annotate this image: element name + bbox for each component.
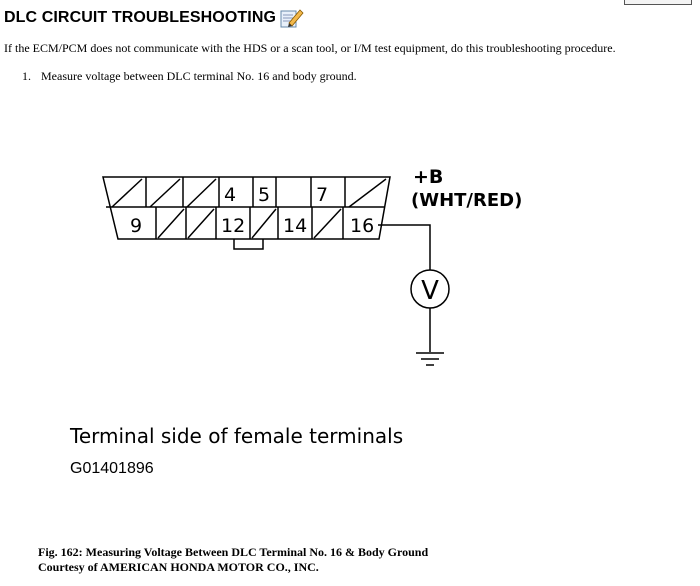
terminal-label-16: 16 (350, 215, 375, 237)
step-text: Measure voltage between DLC terminal No. 16 and body ground. (41, 69, 357, 83)
intro-paragraph: If the ECM/PCM does not communicate with the HDS or a scan tool, or I/M test equipment, do this troubleshooting procedure. (4, 41, 616, 55)
terminal-label-4: 4 (224, 184, 237, 206)
test-lead-wire (378, 225, 430, 270)
step-number: 1. (22, 69, 31, 83)
figure-caption-courtesy: Courtesy of AMERICAN HONDA MOTOR CO., INC. (38, 560, 319, 574)
dlc-circuit-diagram (0, 150, 700, 390)
ground-symbol-icon (416, 353, 444, 365)
figure-caption (38, 545, 428, 575)
terminal-label-5: 5 (258, 184, 271, 206)
connector-locking-tab (234, 239, 263, 249)
page-title: DLC CIRCUIT TROUBLESHOOTING (4, 9, 277, 26)
supply-label: +B (413, 166, 444, 188)
window-control-fragment (624, 0, 692, 5)
terminal-label-7: 7 (316, 184, 329, 206)
figure-caption-title: Fig. 162: Measuring Voltage Between DLC Terminal No. 16 & Body Ground (38, 545, 429, 559)
terminal-side-caption: Terminal side of female terminals (70, 424, 404, 448)
terminal-label-9: 9 (130, 215, 143, 237)
step-1 (22, 69, 357, 84)
wire-color-label: (WHT/RED) (411, 190, 523, 211)
terminal-label-14: 14 (283, 215, 308, 237)
edit-note-icon[interactable] (280, 7, 304, 29)
title-row (4, 6, 304, 30)
voltmeter-symbol: V (421, 276, 439, 306)
terminal-label-12: 12 (221, 215, 246, 237)
figure-code: G01401896 (70, 460, 154, 477)
